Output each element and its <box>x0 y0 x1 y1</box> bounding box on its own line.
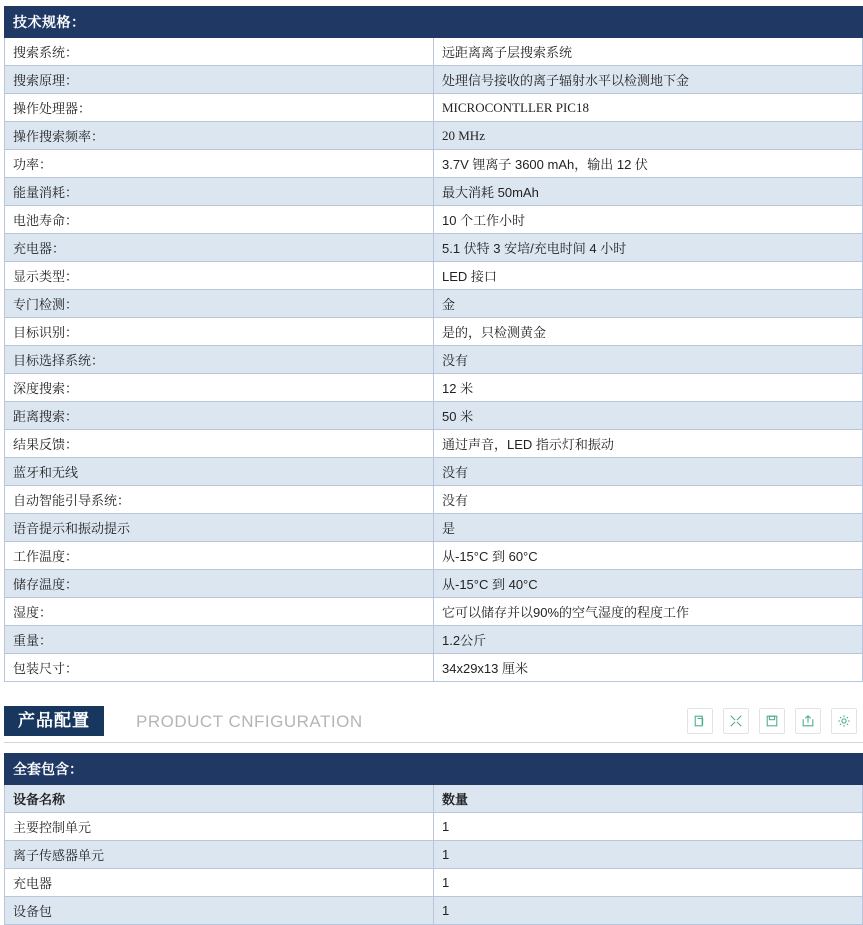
gear-icon[interactable] <box>831 708 857 734</box>
copy-icon[interactable] <box>687 708 713 734</box>
package-title-row <box>5 754 863 785</box>
table-row <box>5 178 863 206</box>
spec-label: 显示类型： <box>5 262 434 290</box>
spec-label: 电池寿命： <box>5 206 434 234</box>
spec-value: 5.1 伏特 3 安培/充电时间 4 小时 <box>434 234 863 262</box>
spec-label: 目标选择系统： <box>5 346 434 374</box>
spec-value: 最大消耗 50mAh <box>434 178 863 206</box>
table-row <box>5 570 863 598</box>
table-row <box>5 206 863 234</box>
table-row <box>5 402 863 430</box>
table-row <box>5 869 863 897</box>
spec-value: 是 <box>434 514 863 542</box>
table-row <box>5 542 863 570</box>
toolbar <box>687 708 857 734</box>
column-header-name: 设备名称 <box>5 785 434 813</box>
spec-value: 3.7V 锂离子 3600 mAh，输出 12 伏 <box>434 150 863 178</box>
spec-label: 蓝牙和无线 <box>5 458 434 486</box>
table-row <box>5 458 863 486</box>
spec-value: 远距离离子层搜索系统 <box>434 38 863 66</box>
spec-label: 操作处理器： <box>5 94 434 122</box>
spec-label: 功率： <box>5 150 434 178</box>
spec-value: 是的，只检测黄金 <box>434 318 863 346</box>
spec-label: 充电器： <box>5 234 434 262</box>
spec-label: 能量消耗： <box>5 178 434 206</box>
spec-label: 储存温度： <box>5 570 434 598</box>
spec-value: 从-15°C 到 40°C <box>434 570 863 598</box>
spec-label: 搜索系统： <box>5 38 434 66</box>
document-page <box>0 6 863 919</box>
table-row <box>5 346 863 374</box>
column-header-qty: 数量 <box>434 785 863 813</box>
spec-value: 34x29x13 厘米 <box>434 654 863 682</box>
spec-value: 没有 <box>434 346 863 374</box>
spec-label: 搜索原理： <box>5 66 434 94</box>
table-row <box>5 598 863 626</box>
table-row <box>5 813 863 841</box>
table-row <box>5 94 863 122</box>
table-header-row <box>5 785 863 813</box>
table-row <box>5 626 863 654</box>
spec-label: 重量： <box>5 626 434 654</box>
spec-table-body <box>5 7 863 682</box>
spec-value: 1.2公斤 <box>434 626 863 654</box>
spec-value: 10 个工作小时 <box>434 206 863 234</box>
spec-label: 语音提示和振动提示 <box>5 514 434 542</box>
table-row <box>5 654 863 682</box>
spec-label: 湿度： <box>5 598 434 626</box>
spec-label: 距离搜索： <box>5 402 434 430</box>
package-item-name: 设备包 <box>5 897 434 925</box>
spec-label: 包装尺寸： <box>5 654 434 682</box>
spec-value: 从-15°C 到 60°C <box>434 542 863 570</box>
table-row <box>5 318 863 346</box>
spec-label: 目标识别： <box>5 318 434 346</box>
table-row <box>5 234 863 262</box>
spec-label: 自动智能引导系统： <box>5 486 434 514</box>
table-row <box>5 374 863 402</box>
spec-value: 处理信号接收的离子辐射水平以检测地下金 <box>434 66 863 94</box>
spec-value: MICROCONTLLER PIC18 <box>434 94 863 122</box>
table-row <box>5 262 863 290</box>
table-row <box>5 150 863 178</box>
section-title: 产品配置 <box>4 706 104 736</box>
table-row <box>5 66 863 94</box>
spec-value: 20 MHz <box>434 122 863 150</box>
spec-label: 操作搜索频率： <box>5 122 434 150</box>
spec-value: LED 接口 <box>434 262 863 290</box>
package-item-name: 离子传感器单元 <box>5 841 434 869</box>
table-row <box>5 841 863 869</box>
spec-value: 金 <box>434 290 863 318</box>
package-item-qty: 1 <box>434 869 863 897</box>
package-item-qty: 1 <box>434 897 863 925</box>
table-row <box>5 290 863 318</box>
share-icon[interactable] <box>795 708 821 734</box>
spec-value: 没有 <box>434 458 863 486</box>
package-table-title: 全套包含： <box>5 754 863 785</box>
spec-value: 50 米 <box>434 402 863 430</box>
table-row <box>5 897 863 925</box>
spec-label: 结果反馈： <box>5 430 434 458</box>
spec-table-title: 技术规格： <box>5 7 863 38</box>
spec-value: 没有 <box>434 486 863 514</box>
table-row <box>5 38 863 66</box>
spec-value: 12 米 <box>434 374 863 402</box>
product-configuration-header <box>4 706 863 743</box>
package-item-qty: 1 <box>434 841 863 869</box>
spec-value: 它可以储存并以90%的空气湿度的程度工作 <box>434 598 863 626</box>
spec-label: 工作温度： <box>5 542 434 570</box>
table-row <box>5 430 863 458</box>
table-row <box>5 122 863 150</box>
table-row <box>5 514 863 542</box>
spec-table-title-row <box>5 7 863 38</box>
section-subtitle: PRODUCT CNFIGURATION <box>136 712 363 731</box>
package-item-name: 充电器 <box>5 869 434 897</box>
technical-specifications-table <box>4 6 863 682</box>
package-item-qty: 1 <box>434 813 863 841</box>
package-item-name: 主要控制单元 <box>5 813 434 841</box>
package-table-body <box>5 754 863 925</box>
spec-label: 深度搜索： <box>5 374 434 402</box>
spec-label: 专门检测： <box>5 290 434 318</box>
expand-icon[interactable] <box>723 708 749 734</box>
spec-value: 通过声音，LED 指示灯和振动 <box>434 430 863 458</box>
package-contents-table <box>4 753 863 925</box>
table-row <box>5 486 863 514</box>
save-icon[interactable] <box>759 708 785 734</box>
